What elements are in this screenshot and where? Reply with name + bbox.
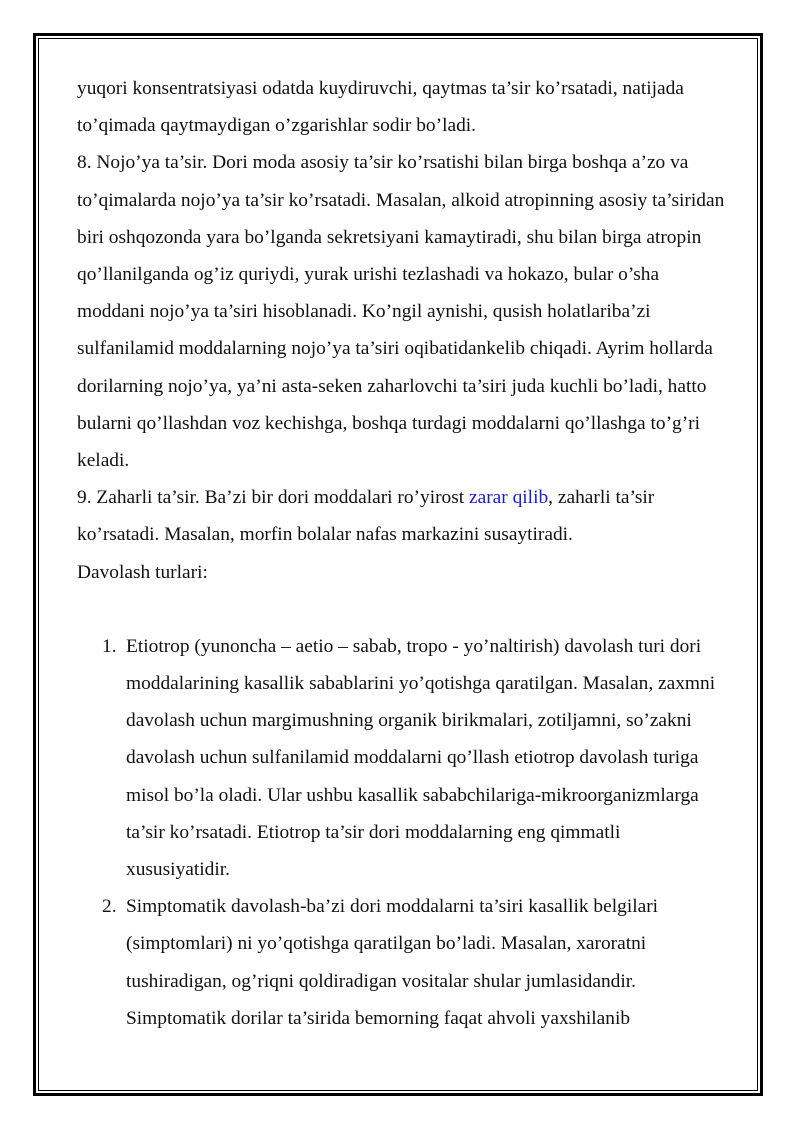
treatment-list — [77, 628, 727, 1037]
list-number: 2. — [102, 896, 117, 918]
list-number: 1. — [102, 635, 117, 657]
paragraph-side-effects: 8. Nojo’ya ta’sir. Dori moda asosiy ta’sir ko’rsatishi bilan birga boshqa a’zo va to’qimalarda nojo’ya ta’sir ko’rsatadi. Masalan, alkoid atropinning asosiy ta’siridan biri oshqozonda yara bo’lganda sekretsiyani kamaytiradi, shu bilan birga atropin qo’llanilganda og’iz quriydi, yurak urishi tezlashadi va hokazo, bular o’sha moddani nojo’ya ta’siri hisoblanadi. Ko’ngil aynishi, qusish holatlariba’zi sulfanilamid moddalarning nojo’ya ta’siri oqibatidankelib chiqadi. Ayrim hollarda dorilarning nojo’ya, ya’ni asta-seken zaharlovchi ta’siri juda kuchli bo’ladi, hatto bularni qo’llashdan voz kechishga, boshqa turdagi moddalarni qo’llashga to’g’ri keladi. — [77, 152, 725, 472]
paragraph-continuation: yuqori konsentratsiyasi odatda kuydiruvchi, qaytmas ta’sir ko’rsatadi, natijada to’qimada qaytmaydigan o’zgarishlar sodir bo’ladi. — [77, 78, 684, 137]
list-item-etiotrop — [77, 628, 727, 888]
toxic-text-end: , zaharli ta’sir ko’rsatadi. Masalan, morfin bolalar nafas markazini susaytiradi. — [77, 487, 655, 546]
treatment-types-heading: Davolash turlari: — [77, 561, 208, 583]
blank-line — [77, 591, 727, 628]
paragraph-toxic-effects — [77, 479, 727, 553]
zarar-qilib-link[interactable]: zarar qilib — [469, 487, 549, 509]
list-item-text: Simptomatik davolash-ba’zi dori moddalarni ta’siri kasallik belgilari (simptomlari) ni yo’qotishga qaratilgan bo’ladi. Masalan, xaroratni tushiradigan, og’riqni qoldiradigan vositalar shular jumlasidandir. Simptomatik dorilar ta’sirida bemorning faqat ahvoli yaxshilanib — [126, 896, 659, 1029]
list-item-simptomatik — [77, 888, 727, 1037]
list-item-text: Etiotrop (yunoncha – aetio – sabab, tropo - yo’naltirish) davolash turi dori moddalarining kasallik sabablarini yo’qotishga qaratilgan. Masalan, zaxmni davolash uchun margimushning organik birikmalari, zotiljamni, so’zakni davolash uchun sulfanilamid moddalarni qo’llash etiotrop davolash turiga misol bo’la oladi. Ular ushbu kasallik sababchilariga-mikroorganizmlarga ta’sir ko’rsatadi. Etiotrop ta’sir dori moddalarning eng qimmatli xususiyatidir. — [126, 635, 716, 881]
document-body — [77, 70, 727, 1037]
toxic-text-start: 9. Zaharli ta’sir. Ba’zi bir dori moddalari ro’yirost — [77, 487, 470, 509]
